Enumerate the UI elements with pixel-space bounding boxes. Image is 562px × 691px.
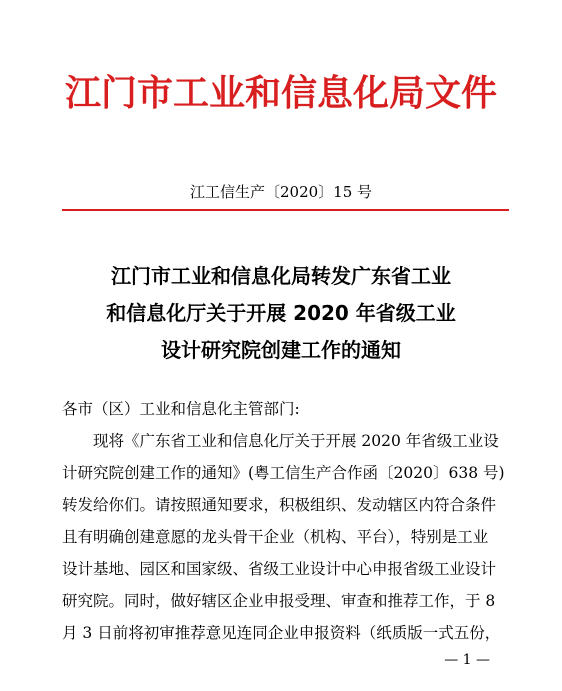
document-title (0, 258, 562, 369)
red-separator-line (62, 209, 509, 211)
body-line: 且有明确创建意愿的龙头骨干企业（机构、平台），特别是工业 (62, 528, 489, 546)
salutation: 各市（区）工业和信息化主管部门: (62, 400, 300, 418)
document-title-line: 和信息化厅关于开展 2020 年省级工业 (106, 301, 456, 325)
document-title-line: 设计研究院创建工作的通知 (161, 338, 401, 362)
body-line: 月 3 日前将初审推荐意见连同企业申报资料（纸质版一式五份， (62, 624, 501, 642)
document-number: 江工信生产〔2020〕15 号 (189, 183, 373, 201)
document-title-line: 江门市工业和信息化局转发广东省工业 (111, 264, 451, 288)
body-line: 现将《广东省工业和信息化厅关于开展 2020 年省级工业设 (93, 432, 499, 450)
body-line: 设计基地、园区和国家级、省级工业设计中心申报省级工业设计 (62, 560, 497, 578)
body-line: 计研究院创建工作的通知》(粤工信生产合作函〔2020〕638 号) (62, 464, 505, 482)
page-number: — 1 — (444, 652, 490, 668)
body-line: 研究院。同时，做好辖区企业申报受理、审查和推荐工作，于 8 (62, 592, 496, 610)
document-body (62, 393, 512, 649)
document-header-title: 江门市工业和信息化局文件 (64, 72, 497, 114)
body-line: 转发给你们。请按照通知要求，积极组织、发动辖区内符合条件 (62, 496, 497, 514)
